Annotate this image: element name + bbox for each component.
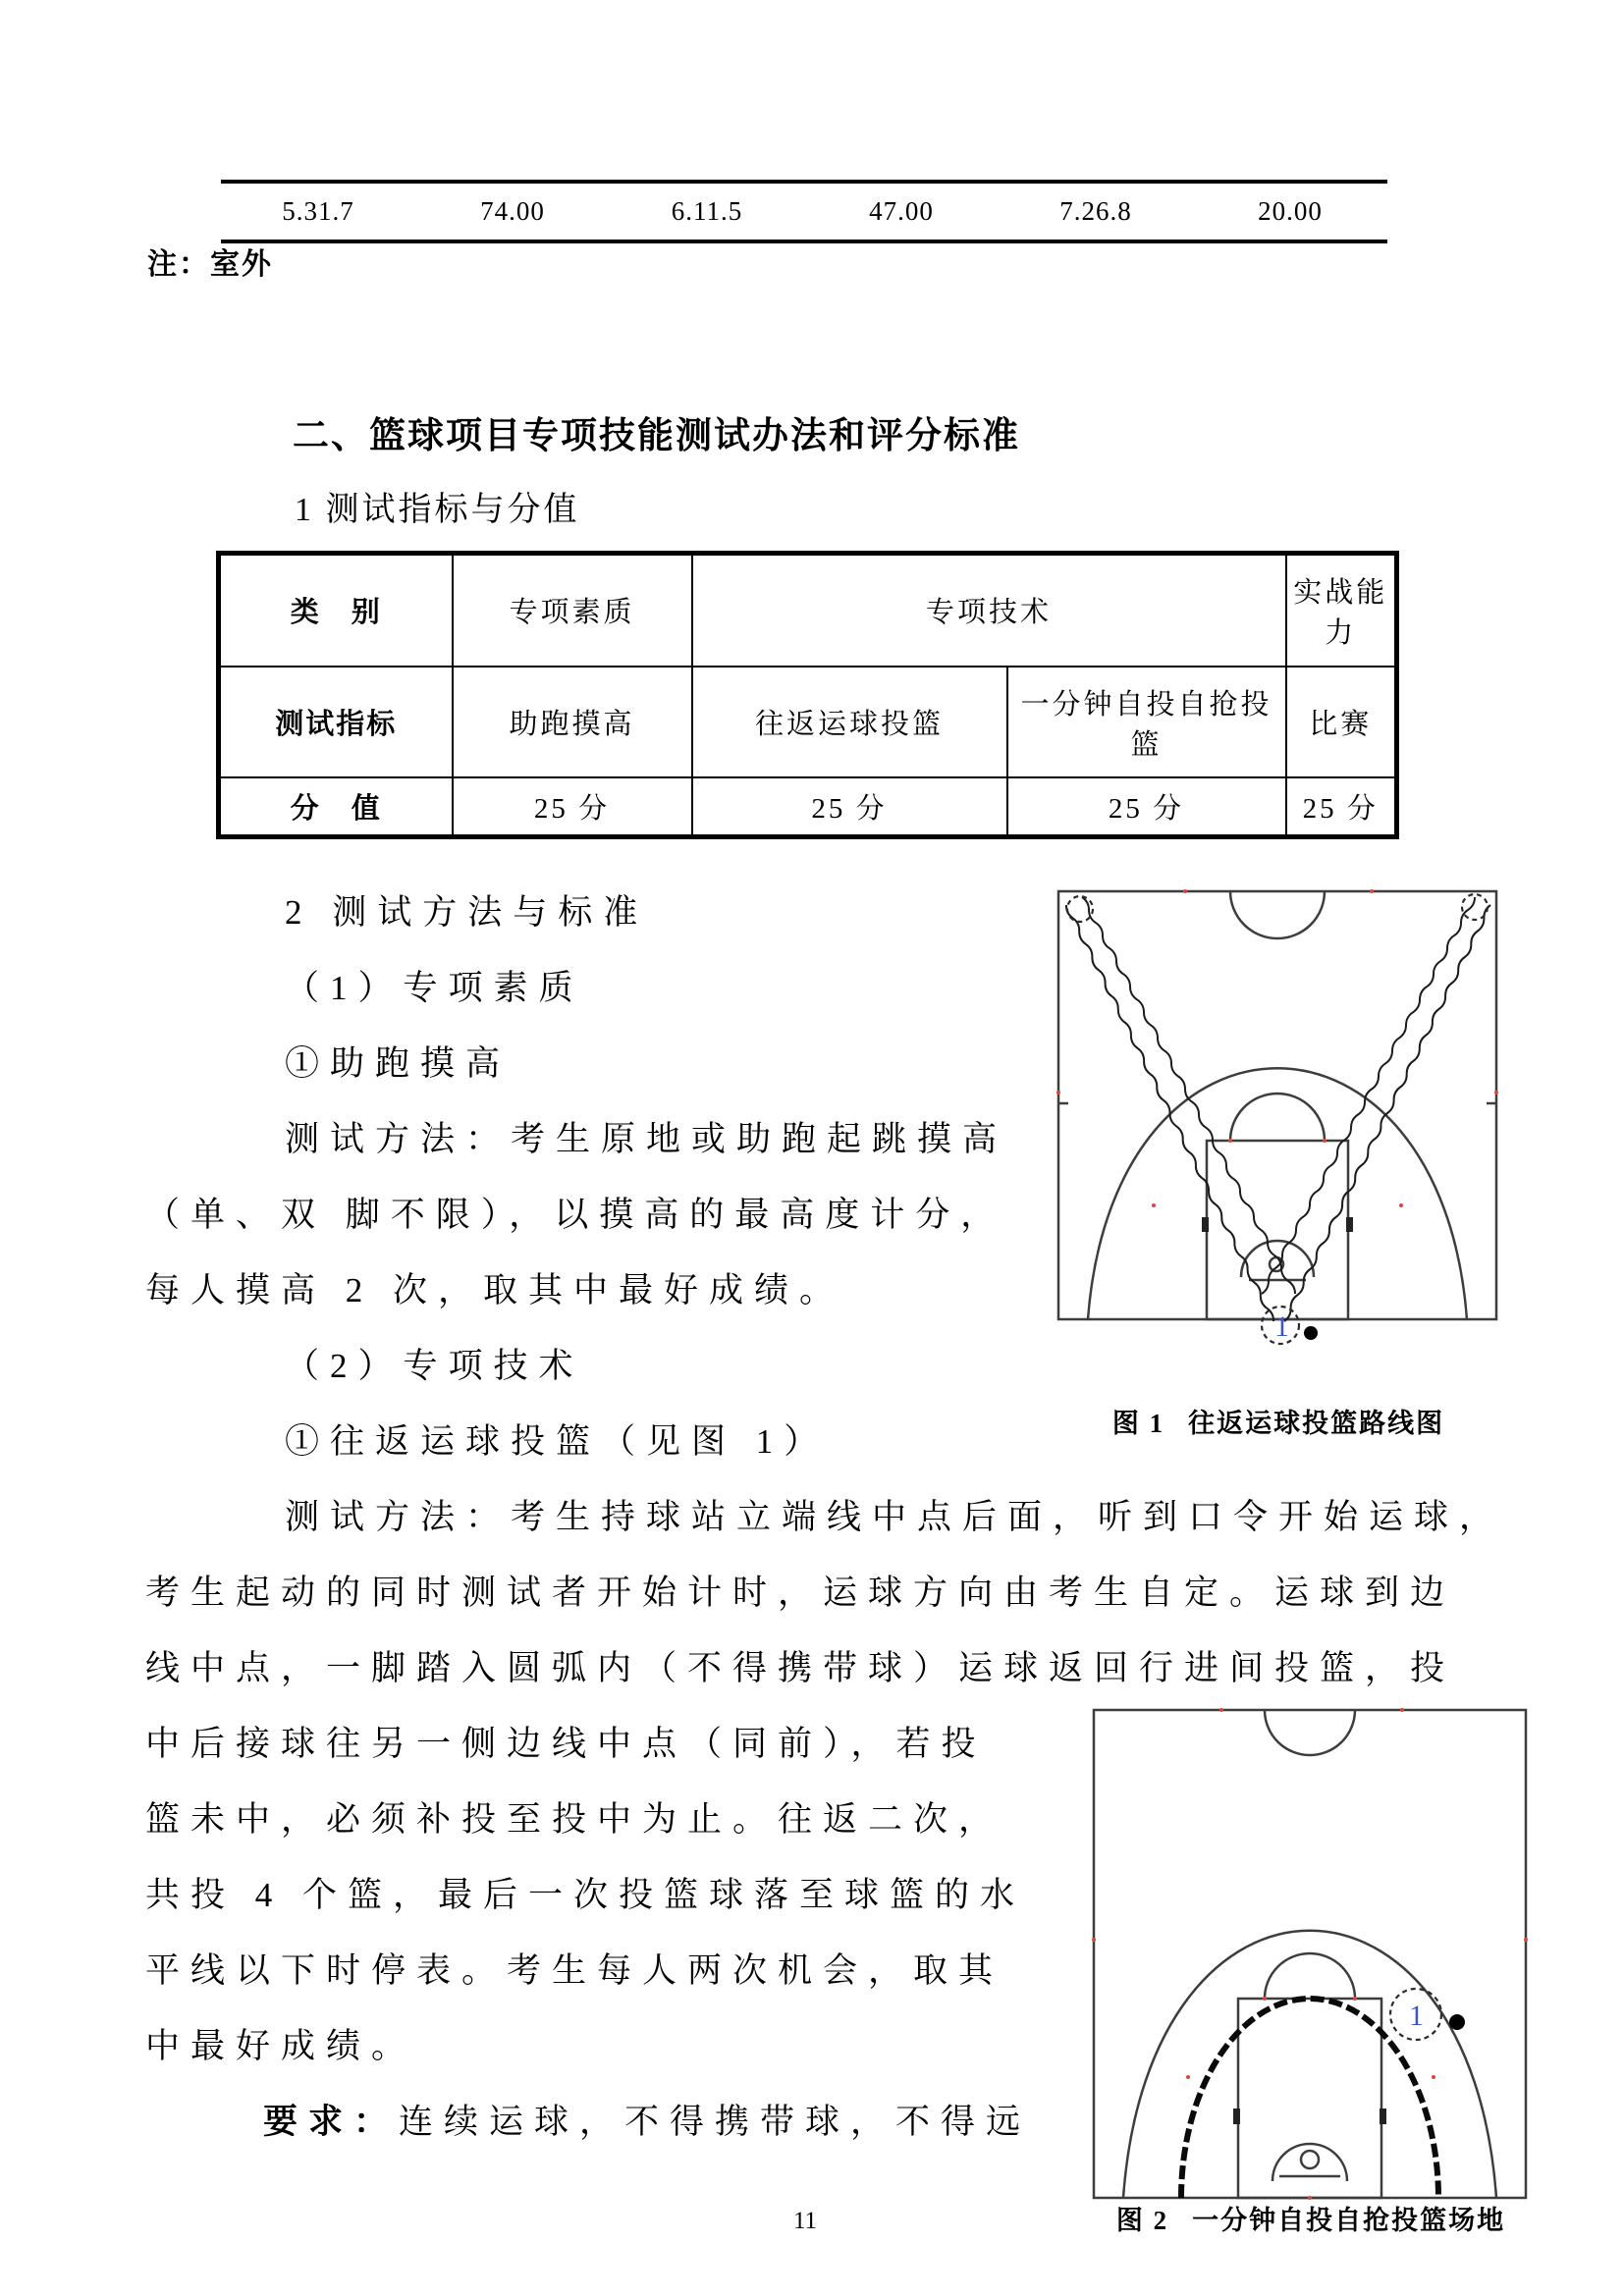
figure2-caption-text: 一分钟自投自抢投篮场地 xyxy=(1192,2206,1506,2235)
three-point-arc xyxy=(1088,1068,1467,1319)
conversion-value: 5.31.7 xyxy=(282,196,354,226)
table-note: 注：室外 xyxy=(147,248,273,281)
body-text-line: （单、双 脚不限），以摸高的最高度计分， xyxy=(145,1196,1006,1234)
figure1-court-diagram xyxy=(1053,881,1504,1348)
table-row xyxy=(219,777,1397,836)
body-text-line: ①往返运球投篮（见图 1） xyxy=(285,1422,830,1461)
body-text-line: 2 测试方法与标准 xyxy=(285,893,649,932)
cell-dribble-layup: 往返运球投篮 xyxy=(692,667,1007,777)
cell-game: 比赛 xyxy=(1286,667,1397,777)
court-boundary xyxy=(1058,891,1496,1319)
row-label-test-indicator: 测试指标 xyxy=(219,667,453,777)
conversion-table-fragment xyxy=(221,180,1387,243)
lane-hash xyxy=(1380,2109,1386,2124)
cell-combat-ability: 实战能力 xyxy=(1286,554,1397,667)
conversion-value: 6.11.5 xyxy=(671,196,743,226)
conversion-value: 47.00 xyxy=(869,196,934,226)
ball-dot xyxy=(1449,2014,1465,2030)
body-text-line: 每人摸高 2 次，取其中最好成绩。 xyxy=(145,1271,845,1309)
center-circle-arc xyxy=(1265,1710,1355,1755)
requirement-text: 连续运球，不得携带球，不得远 xyxy=(399,2103,1032,2141)
row-label-category: 类 别 xyxy=(219,554,453,667)
figure1-caption-label: 图 1 xyxy=(1111,1409,1165,1438)
body-text-line: 线中点，一脚踏入圆弧内（不得携带球）运球返回行进间投篮，投 xyxy=(145,1649,1456,1687)
body-text-line: 测试方法：考生原地或助跑起跳摸高 xyxy=(285,1120,1008,1158)
page-number: 11 xyxy=(792,2208,818,2234)
figure2-court-diagram xyxy=(1090,1704,1532,2200)
section-heading: 二、篮球项目专项技能测试办法和评分标准 xyxy=(293,416,1020,456)
cell-one-minute-shooting: 一分钟自投自抢投篮 xyxy=(1007,667,1286,777)
table-row xyxy=(219,554,1397,667)
requirement-label: 要求： xyxy=(263,2103,400,2141)
figure2-caption-label: 图 2 xyxy=(1115,2206,1169,2235)
cell-score-25: 25 分 xyxy=(1007,777,1286,836)
indicator-score-table xyxy=(216,551,1399,839)
body-text-line: （1）专项素质 xyxy=(285,969,584,1007)
conversion-value: 20.00 xyxy=(1258,196,1323,226)
center-circle-arc xyxy=(1230,891,1325,938)
lane-hash xyxy=(1233,2109,1240,2124)
body-text-line: 平线以下时停表。考生每人两次机会，取其 xyxy=(145,1951,1004,1990)
start-marker-number: 1 xyxy=(1274,1310,1289,1343)
body-text-line: 篮未中，必须补投至投中为止。往返二次， xyxy=(145,1800,1004,1839)
figure1-caption xyxy=(1053,1406,1504,1441)
conversion-value: 7.26.8 xyxy=(1059,196,1132,226)
lane-hash xyxy=(1202,1217,1209,1232)
free-throw-arc xyxy=(1230,1094,1325,1141)
body-text-line: 测试方法：考生持球站立端线中点后面，听到口令开始运球， xyxy=(285,1498,1505,1536)
body-text-line: 考生起动的同时测试者开始计时，运球方向由考生自定。运球到边 xyxy=(145,1574,1456,1612)
ball-dot xyxy=(1304,1326,1318,1340)
conversion-value: 74.00 xyxy=(480,196,545,226)
body-text-line: 中最好成绩。 xyxy=(145,2027,417,2065)
cell-score-25: 25 分 xyxy=(692,777,1007,836)
table-row xyxy=(219,667,1397,777)
row-label-score: 分 值 xyxy=(219,777,453,836)
figure2-caption xyxy=(1090,2203,1532,2238)
body-text-line: 共投 4 个篮，最后一次投篮球落至球篮的水 xyxy=(145,1876,1026,1914)
sub-heading-indicators: 1 测试指标与分值 xyxy=(295,492,580,528)
figure1-caption-text: 往返运球投篮路线图 xyxy=(1188,1409,1445,1438)
body-text-line: 中后接球往另一侧边线中点（同前），若投 xyxy=(145,1725,987,1763)
start-marker-number: 1 xyxy=(1409,2000,1424,2032)
free-throw-arc xyxy=(1265,1953,1355,1999)
cell-score-25: 25 分 xyxy=(1286,777,1397,836)
cell-score-25: 25 分 xyxy=(453,777,692,836)
cell-runup-touch: 助跑摸高 xyxy=(453,667,692,777)
body-text-line: ①助跑摸高 xyxy=(285,1044,512,1083)
rim xyxy=(1301,2151,1319,2168)
cell-special-quality: 专项素质 xyxy=(453,554,692,667)
requirement-line xyxy=(263,2099,1031,2146)
lane-hash xyxy=(1346,1217,1353,1232)
three-point-arc xyxy=(1123,1931,1496,2198)
cell-special-technique: 专项技术 xyxy=(692,554,1286,667)
body-text-line: （2）专项技术 xyxy=(285,1347,584,1385)
